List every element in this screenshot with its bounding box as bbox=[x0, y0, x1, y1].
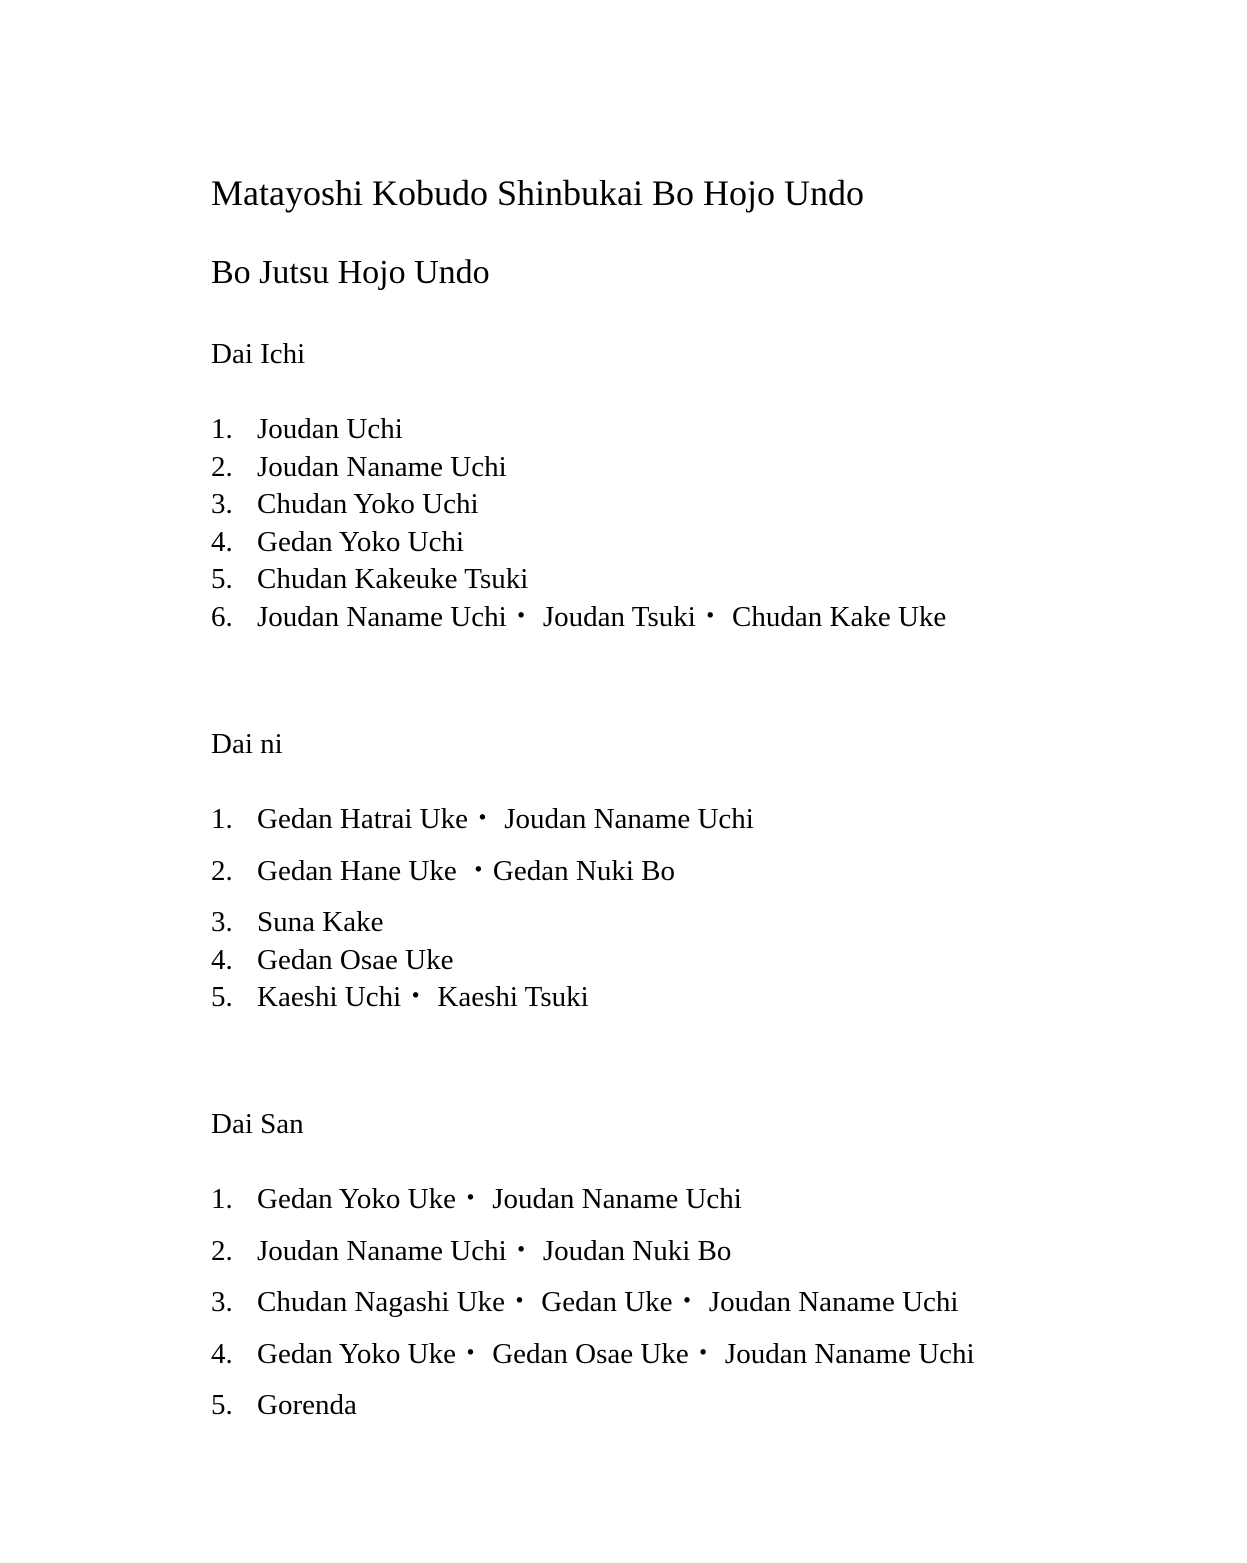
list-item bbox=[211, 525, 464, 559]
list-item bbox=[211, 487, 479, 521]
section-heading-dai-ichi: Dai Ichi bbox=[211, 338, 306, 370]
list-item bbox=[211, 980, 589, 1014]
list-item bbox=[211, 1337, 975, 1371]
list-item-text: Suna Kake bbox=[257, 906, 384, 938]
list-item-text: Gorenda bbox=[257, 1389, 357, 1421]
list-item-text: Gedan Yoko Uke・ Joudan Naname Uchi bbox=[257, 1183, 742, 1215]
list-item-text: Gedan Hatrai Uke・ Joudan Naname Uchi bbox=[257, 803, 754, 835]
list-item-number: 4. bbox=[211, 526, 233, 558]
list-item-number: 2. bbox=[211, 855, 233, 887]
list-item-text: Chudan Yoko Uchi bbox=[257, 488, 479, 520]
list-item-number: 1. bbox=[211, 803, 233, 835]
list-item-text: Gedan Osae Uke bbox=[257, 944, 454, 976]
list-item bbox=[211, 412, 403, 446]
list-item bbox=[211, 1388, 357, 1422]
list-item-text: Joudan Uchi bbox=[257, 413, 403, 445]
list-item-number: 3. bbox=[211, 906, 233, 938]
list-item bbox=[211, 854, 675, 888]
list-item-number: 1. bbox=[211, 413, 233, 445]
list-item-number: 2. bbox=[211, 451, 233, 483]
list-item-text: Gedan Yoko Uke・ Gedan Osae Uke・ Joudan Naname Uchi bbox=[257, 1338, 975, 1370]
list-item-text: Kaeshi Uchi・ Kaeshi Tsuki bbox=[257, 981, 589, 1013]
list-item-number: 3. bbox=[211, 1286, 233, 1318]
list-item bbox=[211, 1234, 731, 1268]
list-item-text: Gedan Hane Uke ・Gedan Nuki Bo bbox=[257, 855, 675, 887]
list-item-number: 4. bbox=[211, 944, 233, 976]
list-item-number: 5. bbox=[211, 1389, 233, 1421]
list-item-number: 5. bbox=[211, 981, 233, 1013]
list-item-text: Chudan Kakeuke Tsuki bbox=[257, 563, 529, 595]
list-item-text: Joudan Naname Uchi・ Joudan Tsuki・ Chudan Kake Uke bbox=[257, 601, 947, 633]
list-item-number: 4. bbox=[211, 1338, 233, 1370]
list-item bbox=[211, 1285, 958, 1319]
list-item-number: 3. bbox=[211, 488, 233, 520]
list-item bbox=[211, 905, 383, 939]
document-title: Matayoshi Kobudo Shinbukai Bo Hojo Undo bbox=[211, 173, 864, 213]
list-item bbox=[211, 562, 528, 596]
list-item bbox=[211, 600, 946, 634]
list-item-text: Joudan Naname Uchi bbox=[257, 451, 507, 483]
list-item-number: 5. bbox=[211, 563, 233, 595]
list-item bbox=[211, 943, 453, 977]
list-item-text: Chudan Nagashi Uke・ Gedan Uke・ Joudan Naname Uchi bbox=[257, 1286, 959, 1318]
list-item-number: 6. bbox=[211, 601, 233, 633]
list-item-number: 2. bbox=[211, 1235, 233, 1267]
document-subtitle: Bo Jutsu Hojo Undo bbox=[211, 254, 490, 291]
list-item bbox=[211, 1182, 742, 1216]
list-item-text: Gedan Yoko Uchi bbox=[257, 526, 465, 558]
list-item-text: Joudan Naname Uchi・ Joudan Nuki Bo bbox=[257, 1235, 732, 1267]
section-heading-dai-ni: Dai ni bbox=[211, 728, 283, 760]
section-heading-dai-san: Dai San bbox=[211, 1108, 304, 1140]
list-item bbox=[211, 802, 754, 836]
list-item bbox=[211, 450, 507, 484]
list-item-number: 1. bbox=[211, 1183, 233, 1215]
